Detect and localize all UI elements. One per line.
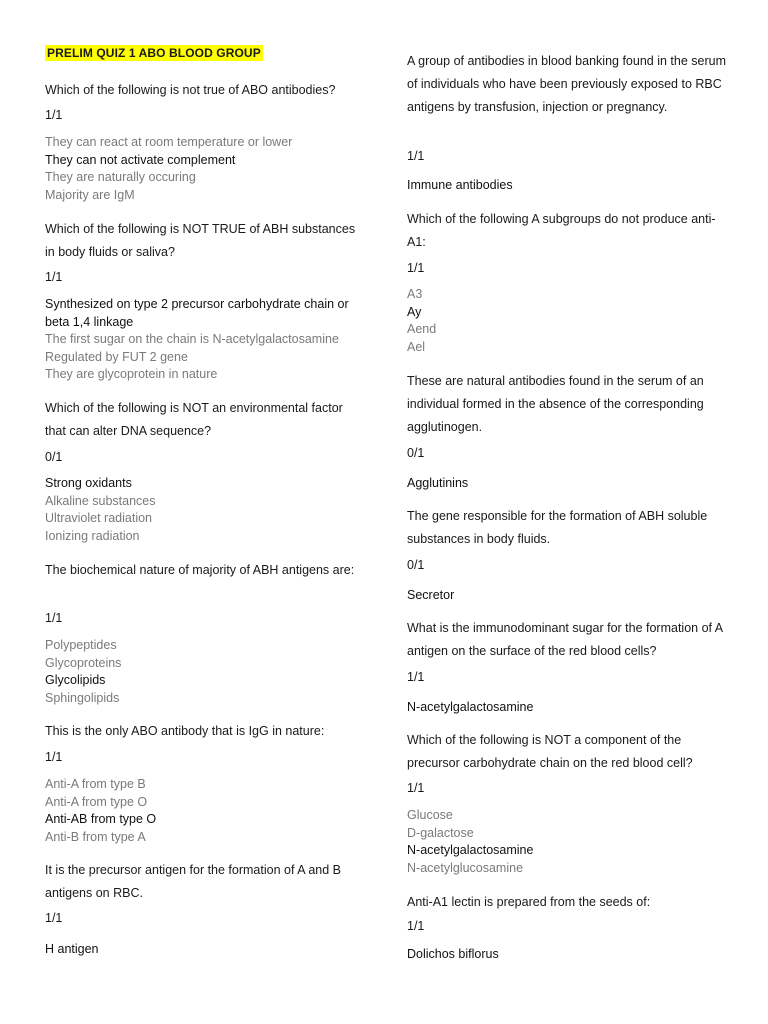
option-item-selected[interactable]: Glycolipids bbox=[45, 673, 106, 687]
question-score: 1/1 bbox=[45, 750, 63, 764]
option-item[interactable]: D-galactose bbox=[407, 825, 474, 840]
option-item[interactable]: Ael bbox=[407, 339, 426, 354]
option-item[interactable]: They are glycoprotein in nature bbox=[45, 367, 218, 381]
option-item[interactable]: Glycoproteins bbox=[45, 655, 122, 670]
question-text: Which of the following is NOT an environmental factor that can alter DNA sequence? bbox=[45, 401, 343, 438]
option-item-selected[interactable]: Anti-AB from type O bbox=[45, 812, 157, 826]
question-score: 1/1 bbox=[407, 261, 425, 275]
option-item[interactable]: N-acetylglucosamine bbox=[407, 860, 524, 875]
question-score: 1/1 bbox=[407, 781, 425, 795]
option-item-selected[interactable]: Strong oxidants bbox=[45, 476, 132, 490]
question-score: 0/1 bbox=[407, 446, 425, 460]
question-text: What is the immunodominant sugar for the formation of A antigen on the surface of the red blood cells? bbox=[407, 621, 723, 658]
option-item-selected[interactable]: They can not activate complement bbox=[45, 152, 236, 167]
question-score: 0/1 bbox=[45, 450, 63, 464]
question-score: 0/1 bbox=[407, 558, 425, 572]
question-score: 1/1 bbox=[45, 108, 63, 122]
option-item-selected[interactable]: Synthesized on type 2 precursor carbohydrate chain or beta 1,4 linkage bbox=[45, 297, 349, 329]
option-item-selected[interactable]: Ay bbox=[407, 304, 422, 319]
option-item[interactable]: Regulated by FUT 2 gene bbox=[45, 349, 188, 364]
answer-text: Dolichos biflorus bbox=[407, 947, 499, 961]
option-list bbox=[407, 807, 727, 877]
page-title: PRELIM QUIZ 1 ABO BLOOD GROUP bbox=[47, 46, 261, 60]
option-list bbox=[407, 286, 727, 356]
question-text: The gene responsible for the formation of ABH soluble substances in body fluids. bbox=[407, 509, 708, 546]
option-item[interactable]: Glucose bbox=[407, 808, 453, 822]
option-item[interactable]: Anti-B from type A bbox=[45, 829, 146, 844]
answer-text: Immune antibodies bbox=[407, 178, 513, 192]
question-text: Which of the following A subgroups do not produce anti-A1: bbox=[407, 212, 716, 249]
question-text: The biochemical nature of majority of ABH antigens are: bbox=[45, 563, 355, 577]
option-item[interactable]: Sphingolipids bbox=[45, 690, 120, 705]
question-text: Which of the following is not true of ABO antibodies? bbox=[45, 83, 336, 97]
option-item[interactable]: Anti-A from type B bbox=[45, 777, 146, 791]
option-list bbox=[45, 475, 365, 545]
question-score: 1/1 bbox=[45, 611, 63, 625]
option-list bbox=[45, 296, 365, 384]
option-item[interactable]: The first sugar on the chain is N-acetylgalactosamine bbox=[45, 332, 339, 346]
option-list bbox=[45, 776, 365, 846]
question-score: 1/1 bbox=[407, 670, 425, 684]
question-text: These are natural antibodies found in the serum of an individual formed in the absence of the corresponding agglutinogen. bbox=[407, 374, 704, 434]
option-item[interactable]: Aend bbox=[407, 322, 437, 336]
answer-text: N-acetylgalactosamine bbox=[407, 700, 534, 714]
answer-text: Agglutinins bbox=[407, 476, 469, 490]
option-item[interactable]: Majority are IgM bbox=[45, 187, 135, 202]
question-score: 1/1 bbox=[407, 149, 425, 163]
option-item[interactable]: A3 bbox=[407, 287, 423, 301]
answer-text: H antigen bbox=[45, 942, 99, 956]
option-list bbox=[45, 134, 365, 204]
question-text: A group of antibodies in blood banking found in the serum of individuals who have been previously exposed to RBC antigens by transfusion, injection or pregnancy. bbox=[407, 54, 726, 114]
option-item[interactable]: Ultraviolet radiation bbox=[45, 511, 152, 525]
option-list bbox=[45, 637, 365, 707]
question-score: 1/1 bbox=[407, 919, 425, 933]
option-item[interactable]: Ionizing radiation bbox=[45, 528, 140, 543]
question-text: It is the precursor antigen for the formation of A and B antigens on RBC. bbox=[45, 863, 342, 900]
option-item[interactable]: Anti-A from type O bbox=[45, 794, 148, 809]
option-item-selected[interactable]: N-acetylgalactosamine bbox=[407, 843, 534, 857]
option-item[interactable]: They can react at room temperature or lower bbox=[45, 135, 293, 149]
question-text: Which of the following is NOT TRUE of ABH substances in body fluids or saliva? bbox=[45, 222, 356, 259]
question-score: 1/1 bbox=[45, 270, 63, 284]
question-text: Which of the following is NOT a component of the precursor carbohydrate chain on the red blood cell? bbox=[407, 733, 693, 770]
option-item[interactable]: Alkaline substances bbox=[45, 493, 156, 508]
option-item[interactable]: Polypeptides bbox=[45, 638, 117, 652]
option-item[interactable]: They are naturally occuring bbox=[45, 170, 196, 184]
question-text: Anti-A1 lectin is prepared from the seeds of: bbox=[407, 895, 651, 909]
answer-text: Secretor bbox=[407, 588, 455, 602]
question-text: This is the only ABO antibody that is IgG in nature: bbox=[45, 724, 325, 738]
question-score: 1/1 bbox=[45, 911, 63, 925]
